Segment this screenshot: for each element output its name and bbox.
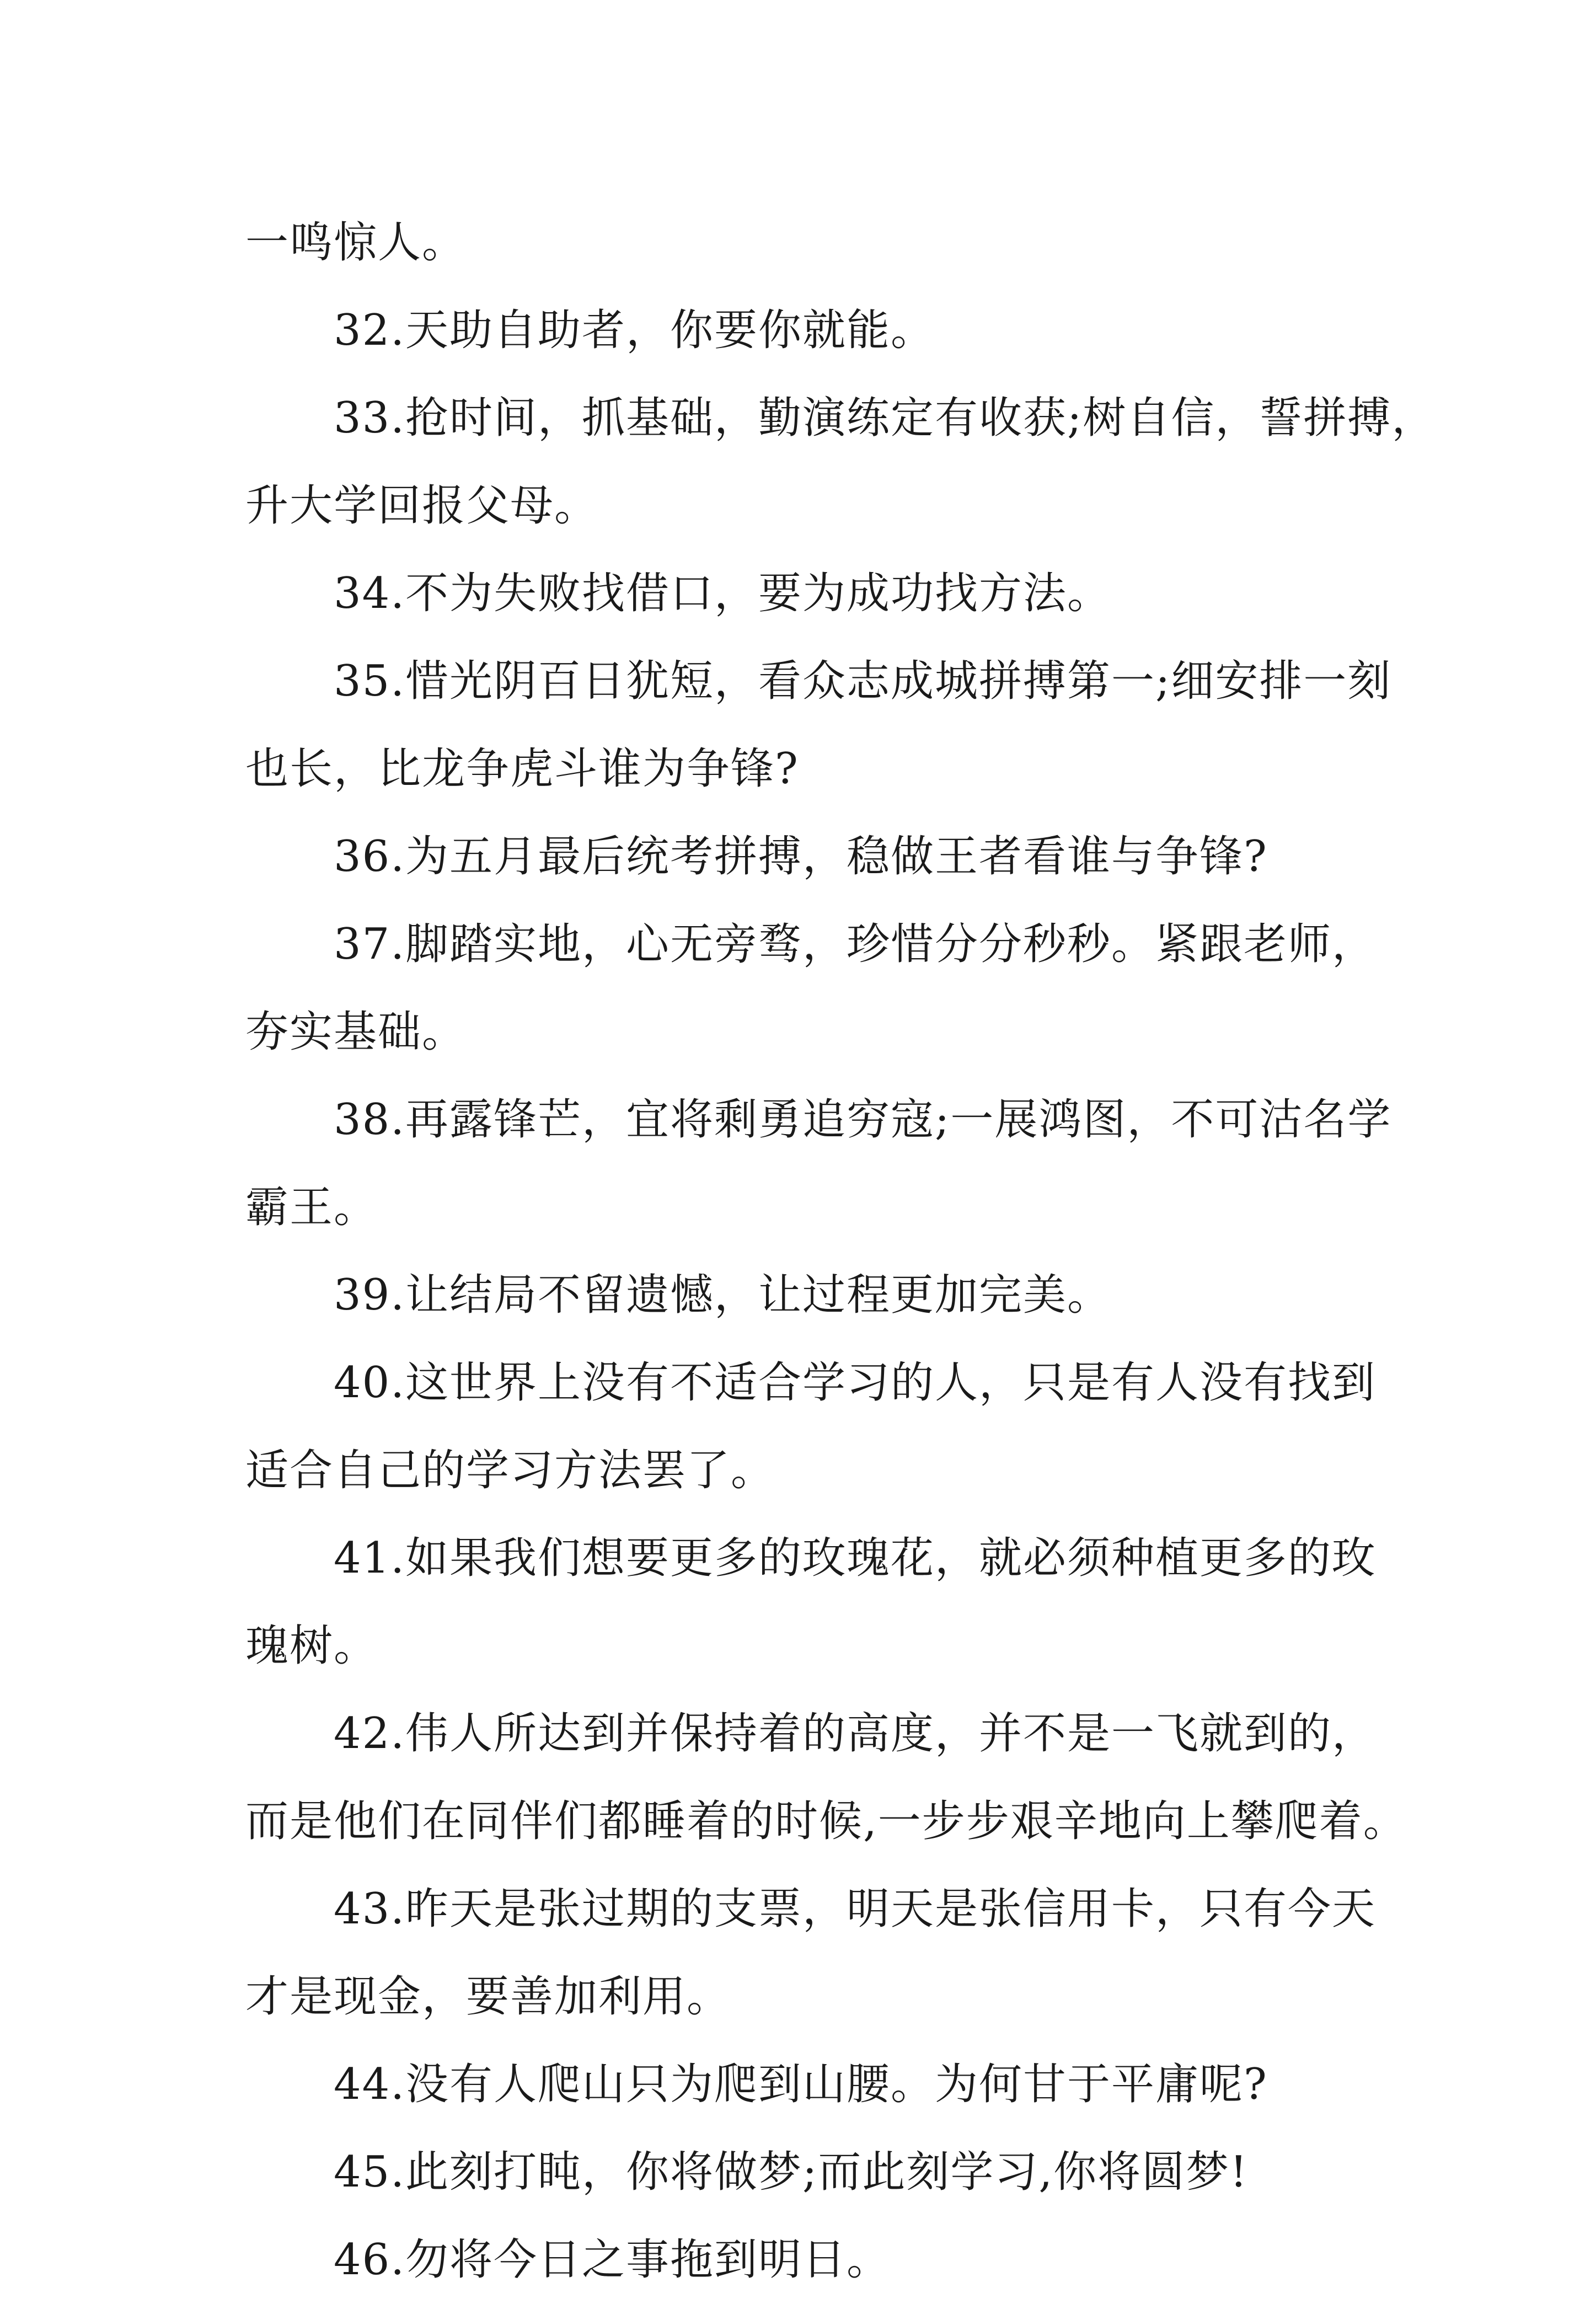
text-line: 霸王。 — [245, 1183, 378, 1232]
text-line: 38.再露锋芒，宜将剩勇追穷寇;一展鸿图，不可沽名学 — [334, 1095, 1392, 1145]
text-line: 44.没有人爬山只为爬到山腰。为何甘于平庸呢? — [334, 2060, 1268, 2109]
document-body — [245, 199, 1436, 2304]
text-line: 37.脚踏实地，心无旁骛，珍惜分分秒秒。紧跟老师， — [334, 920, 1377, 969]
text-line: 夯实基础。 — [245, 1007, 467, 1057]
text-line: 33.抢时间，抓基础，勤演练定有收获;树自信，誓拼搏， — [334, 393, 1436, 443]
text-line: 升大学回报父母。 — [245, 481, 599, 531]
text-line: 41.如果我们想要更多的玫瑰花，就必须种植更多的玫 — [334, 1533, 1377, 1583]
text-line: 32.天助自助者，你要你就能。 — [334, 306, 935, 355]
text-line: 42.伟人所达到并保持着的高度，并不是一飞就到的， — [334, 1709, 1377, 1758]
text-line: 才是现金，要善加利用。 — [245, 1972, 731, 2022]
text-line: 而是他们在同伴们都睡着的时候,一步步艰辛地向上攀爬着。 — [245, 1797, 1407, 1846]
text-line: 也长，比龙争虎斗谁为争锋? — [245, 744, 799, 794]
text-line: 适合自己的学习方法罢了。 — [245, 1446, 775, 1495]
text-line: 39.让结局不留遗憾，让过程更加完美。 — [334, 1270, 1112, 1320]
text-line: 46.勿将今日之事拖到明日。 — [334, 2235, 891, 2285]
text-line: 瑰树。 — [245, 1621, 378, 1671]
text-line: 36.为五月最后统考拼搏，稳做王者看谁与争锋? — [334, 832, 1268, 881]
text-line: 40.这世界上没有不适合学习的人，只是有人没有找到 — [334, 1358, 1377, 1408]
text-line: 一鸣惊人。 — [245, 218, 467, 268]
text-line: 43.昨天是张过期的支票，明天是张信用卡，只有今天 — [334, 1884, 1377, 1934]
text-line: 34.不为失败找借口，要为成功找方法。 — [334, 569, 1112, 618]
text-line: 45.此刻打盹，你将做梦;而此刻学习,你将圆梦! — [334, 2147, 1249, 2197]
text-line: 35.惜光阴百日犹短，看众志成城拼搏第一;细安排一刻 — [334, 656, 1392, 706]
